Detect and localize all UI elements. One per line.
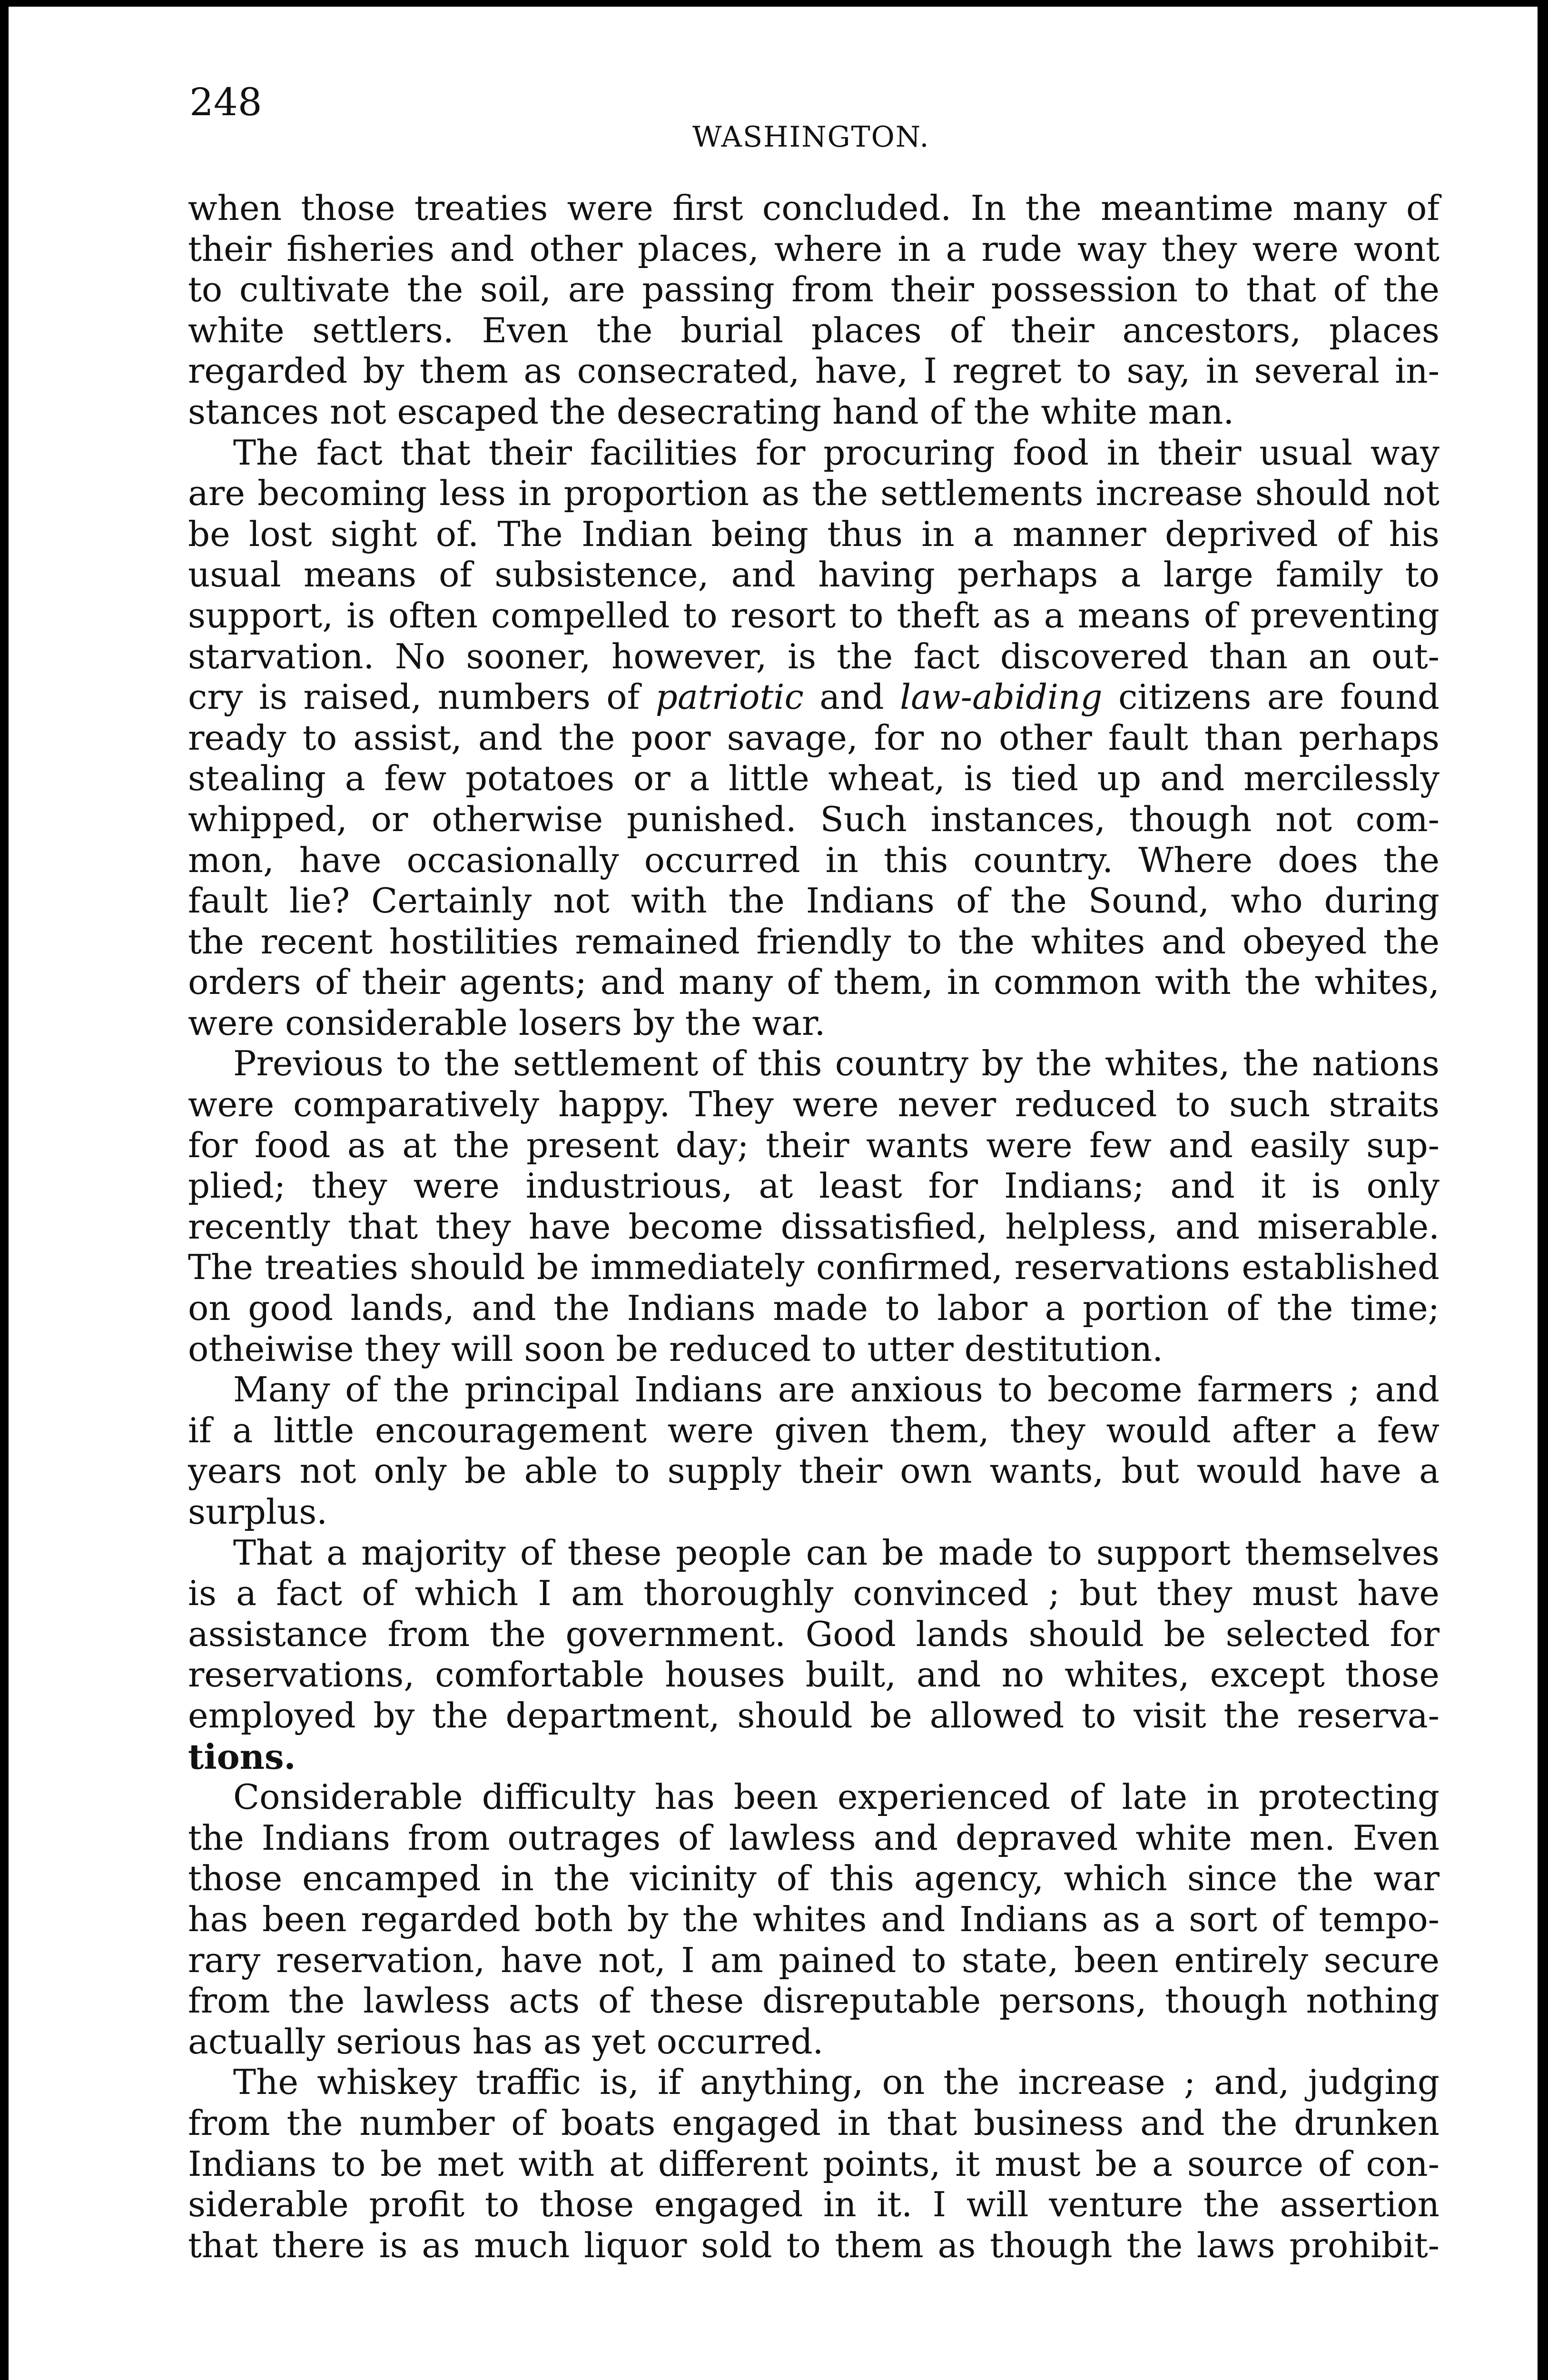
body-text <box>188 188 1440 2266</box>
text-line: the recent hostilities remained friendly to the whites and obeyed the <box>188 921 1440 962</box>
text-line: otheiwise they will soon be reduced to utter destitution. <box>188 1329 1163 1369</box>
text-line: That a majority of these people can be made to support themselves <box>233 1532 1440 1573</box>
text-line-mixed <box>188 677 1440 718</box>
text-line: white settlers. Even the burial places of their ancestors, places <box>188 310 1440 350</box>
text-line: Indians to be met with at different points, it must be a source of con- <box>188 2143 1440 2184</box>
text-line: from the lawless acts of these disreputable persons, though nothing <box>188 1981 1440 2021</box>
text-line: has been regarded both by the whites and Indians as a sort of tempo- <box>188 1899 1440 1939</box>
text-line: were comparatively happy. They were never reduced to such straits <box>188 1084 1440 1125</box>
text-line: years not only be able to supply their own wants, but would have a <box>188 1451 1440 1491</box>
text-line: surplus. <box>188 1492 328 1532</box>
text-line: on good lands, and the Indians made to labor a portion of the time; <box>188 1288 1440 1329</box>
text-line: stances not escaped the desecrating hand of the white man. <box>188 391 1234 432</box>
text-line: The treaties should be immediately confirmed, reservations established <box>188 1247 1440 1288</box>
text-line: The fact that their facilities for procuring food in their usual way <box>233 432 1440 473</box>
text-line: support, is often compelled to resort to theft as a means of preventing <box>188 595 1440 635</box>
text-line: reservations, comfortable houses built, and no whites, except those <box>188 1655 1440 1695</box>
text-line: Previous to the settlement of this country by the whites, the nations <box>233 1043 1440 1084</box>
italic-text: law-abiding <box>900 677 1103 717</box>
text-line: is a fact of which I am thoroughly convinced ; but they must have <box>188 1573 1440 1614</box>
text-line: when those treaties were first concluded. In the meantime many of <box>188 188 1440 228</box>
page-number: 248 <box>189 80 262 124</box>
running-head: WASHINGTON. <box>692 120 930 154</box>
text-line: employed by the department, should be allowed to visit the reserva- <box>188 1695 1440 1735</box>
text-line: the Indians from outrages of lawless and depraved white men. Even <box>188 1817 1440 1858</box>
text-line: Many of the principal Indians are anxious to become farmers ; and <box>233 1369 1440 1410</box>
text-line: stealing a few potatoes or a little wheat, is tied up and mercilessly <box>188 758 1440 799</box>
text-line: rary reservation, have not, I am pained to state, been entirely secure <box>188 1940 1440 1980</box>
text-line: mon, have occasionally occurred in this country. Where does the <box>188 840 1440 880</box>
text-line: were considerable losers by the war. <box>188 1002 826 1043</box>
text-line: be lost sight of. The Indian being thus in a manner deprived of his <box>188 514 1440 554</box>
text-line: that there is as much liquor sold to them as though the laws prohibit- <box>188 2225 1440 2265</box>
text-line: Considerable difficulty has been experienced of late in protecting <box>233 1777 1440 1817</box>
text-run: and <box>803 677 900 717</box>
text-line: ready to assist, and the poor savage, for no other fault than perhaps <box>188 717 1440 758</box>
text-line: regarded by them as consecrated, have, I regret to say, in several in- <box>188 351 1440 391</box>
text-line: fault lie? Certainly not with the Indians of the Sound, who during <box>188 881 1440 921</box>
text-line: usual means of subsistence, and having perhaps a large family to <box>188 555 1440 595</box>
text-line: starvation. No sooner, however, is the fact discovered than an out- <box>188 636 1440 676</box>
italic-text: patriotic <box>655 677 804 717</box>
text-line: their fisheries and other places, where in a rude way they were wont <box>188 228 1440 269</box>
text-line: actually serious has as yet occurred. <box>188 2021 824 2062</box>
text-line: plied; they were industrious, at least for Indians; and it is only <box>188 1166 1440 1206</box>
text-line: tions. <box>188 1736 296 1777</box>
text-line: those encamped in the vicinity of this agency, which since the war <box>188 1858 1440 1899</box>
text-run: citizens are found <box>1102 677 1440 717</box>
text-line: assistance from the government. Good lands should be selected for <box>188 1614 1440 1654</box>
text-line: orders of their agents; and many of them, in common with the whites, <box>188 962 1440 1002</box>
text-line: whipped, or otherwise punished. Such instances, though not com- <box>188 799 1440 839</box>
text-line: for food as at the present day; their wants were few and easily sup- <box>188 1125 1440 1165</box>
text-line: recently that they have become dissatisfied, helpless, and miserable. <box>188 1206 1440 1247</box>
text-line: to cultivate the soil, are passing from their possession to that of the <box>188 269 1440 310</box>
text-line: from the number of boats engaged in that business and the drunken <box>188 2102 1440 2143</box>
text-line: are becoming less in proportion as the settlements increase should not <box>188 473 1440 514</box>
text-run: cry is raised, numbers of <box>188 677 656 717</box>
text-line: if a little encouragement were given them, they would after a few <box>188 1410 1440 1450</box>
text-line: siderable profit to those engaged in it. I will venture the assertion <box>188 2184 1440 2225</box>
text-line: The whiskey traffic is, if anything, on the increase ; and, judging <box>233 2062 1440 2102</box>
